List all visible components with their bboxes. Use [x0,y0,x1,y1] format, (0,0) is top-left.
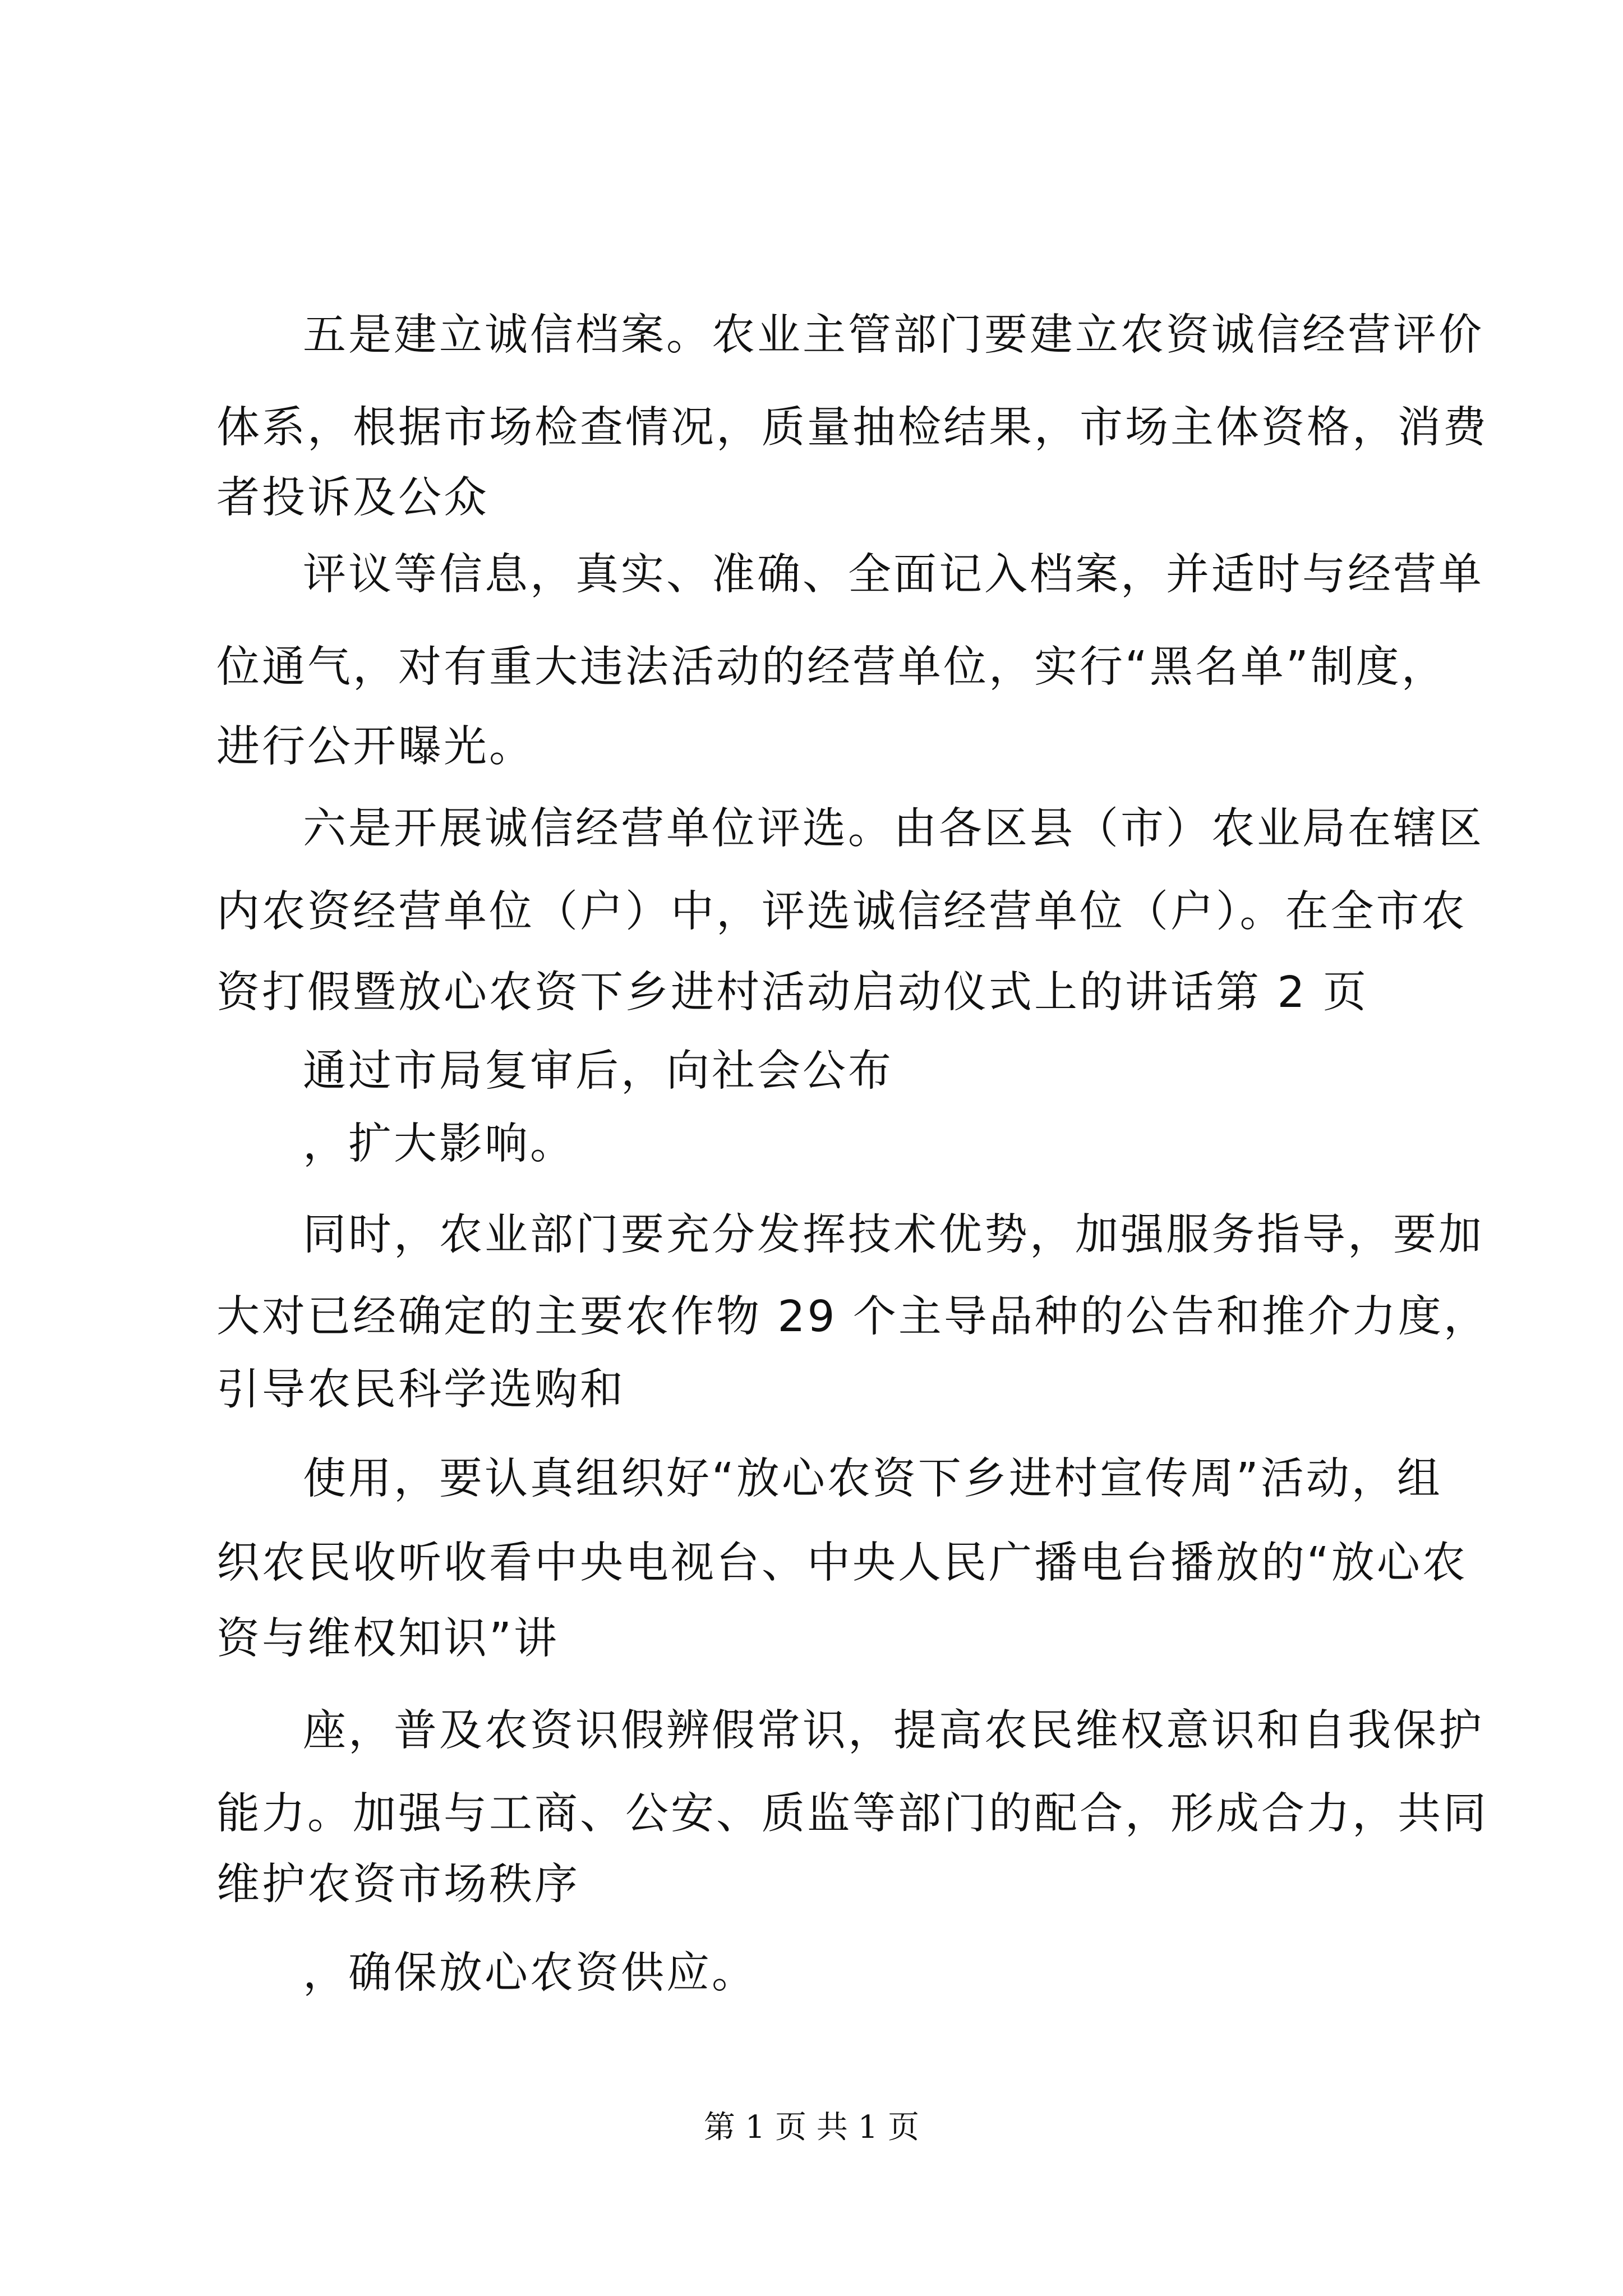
paragraph-line: 五是建立诚信档案。农业主管部门要建立农资诚信经营评价 [303,310,1484,360]
paragraph-line: 内农资经营单位（户）中，评选诚信经营单位（户）。在全市农 [216,887,1467,937]
paragraph-line: 评议等信息，真实、准确、全面记入档案，并适时与经营单 [303,550,1484,600]
paragraph-line: 体系，根据市场检查情况，质量抽检结果，市场主体资格，消费 [216,403,1488,453]
paragraph-line: 引导农民科学选购和 [216,1365,625,1415]
paragraph-line: 座，普及农资识假辨假常识，提高农民维权意识和自我保护 [303,1706,1484,1756]
paragraph-line: 织农民收听收看中央电视台、中央人民广播电台播放的“放心农 [216,1538,1468,1588]
paragraph-line: 进行公开曝光。 [216,722,534,772]
paragraph-line: 通过市局复审后，向社会公布 [303,1046,893,1096]
paragraph-line: 同时，农业部门要充分发挥技术优势，加强服务指导，要加 [303,1210,1484,1260]
paragraph-line: 维护农资市场秩序 [216,1860,580,1910]
paragraph-line: 者投诉及公众 [216,473,489,523]
paragraph-line: ，扩大影响。 [303,1119,575,1169]
paragraph-line: 资打假暨放心农资下乡进村活动启动仪式上的讲话第 2 页 [216,968,1368,1018]
paragraph-line: 资与维权知识”讲 [216,1614,559,1664]
paragraph-line: 六是开展诚信经营单位评选。由各区县（市）农业局在辖区 [303,804,1484,854]
paragraph-line: 位通气，对有重大违法活动的经营单位，实行“黑名单”制度， [216,642,1447,692]
paragraph-line: 使用，要认真组织好“放心农资下乡进村宣传周”活动，组 [303,1454,1442,1504]
paragraph-line: 大对已经确定的主要农作物 29 个主导品种的公告和推介力度， [216,1292,1489,1342]
paragraph-line: ，确保放心农资供应。 [303,1948,757,1998]
paragraph-line: 能力。加强与工商、公安、质监等部门的配合，形成合力，共同 [216,1789,1488,1839]
page-number-footer: 第 1 页 共 1 页 [703,2109,920,2146]
